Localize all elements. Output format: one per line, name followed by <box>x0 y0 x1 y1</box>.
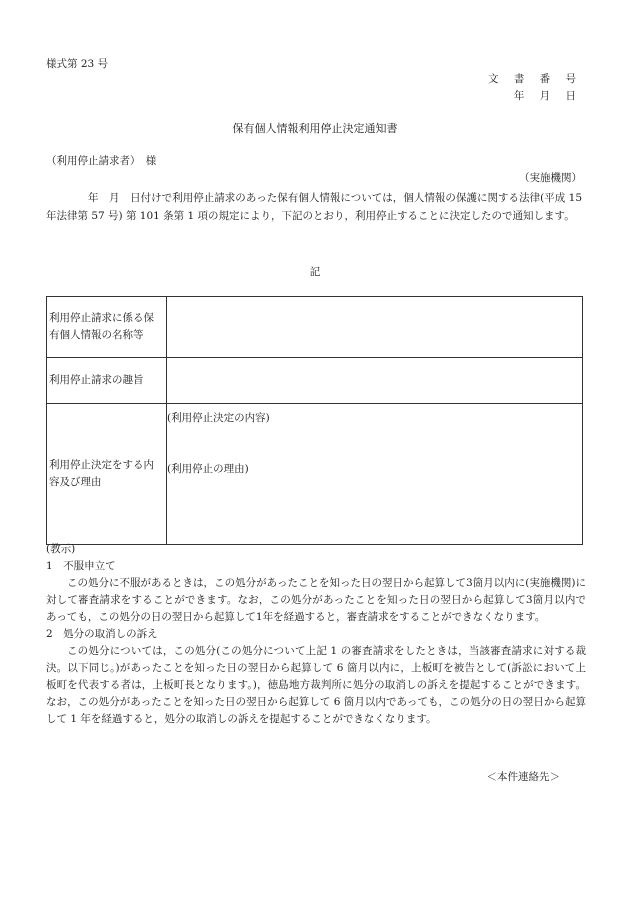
notice-item2-text: この処分については，この処分(この処分について上記 1 の審査請求をしたときは，当該審査請求に対する裁決。以下同じ。)があったことを知った日の翌日から起算して 6 箇月以内に，上板町を被告として(訴訟において上板町を代表する者は，上板町長となります。)，徳島地方裁判所に処分の取消しの訴えを提起することができます。なお，この処分があったことを知った日の翌日から起算して 6 箇月以内であっても，この処分の日の翌日から起算して 1 年を経過すると，処分の取消しの訴えを提起することができなくなります。 <box>46 645 586 725</box>
row-label-purpose: 利用停止請求の趣旨 <box>47 358 167 404</box>
decision-reason-label: (利用停止の理由) <box>167 463 249 475</box>
document-title: 保有個人情報利用停止決定通知書 <box>232 122 398 135</box>
contact-label: ＜本件連絡先＞ <box>486 771 560 783</box>
notification-body: 年 月 日付けで利用停止請求のあった保有個人情報については，個人情報の保護に関する法律(平成 15 年法律第 57 号) 第 101 条第 1 項の規定により，下記のとおり，利用停止することに決定したので通知します。 <box>46 192 582 222</box>
addressee: （利用停止請求者） 様 <box>46 155 157 167</box>
decision-content-label: (利用停止決定の内容) <box>167 412 270 424</box>
notice-heading: (教示) <box>46 543 76 555</box>
form-number: 様式第 23 号 <box>46 58 109 70</box>
implementing-agency: （実施機関） <box>519 172 582 184</box>
row-label-decision: 利用停止決定をする内容及び理由 <box>47 404 167 545</box>
notice-item1-title: 1 不服申立て <box>46 560 116 572</box>
table-row <box>47 358 583 404</box>
row-value-decision <box>167 404 583 545</box>
notice-item2-title: 2 処分の取消しの訴え <box>46 628 158 640</box>
document-date: 年 月 日 <box>513 90 582 102</box>
table-row <box>47 404 583 545</box>
row-value-info-name <box>167 297 583 358</box>
table-row <box>47 297 583 358</box>
decision-table <box>46 296 583 545</box>
ki-label: 記 <box>309 266 321 278</box>
row-value-purpose <box>167 358 583 404</box>
notice-item1-text: この処分に不服があるときは，この処分があったことを知った日の翌日から起算して3箇月以内に(実施機関)に対して審査請求をすることができます。なお，この処分があったことを知った日の翌日から起算して3箇月以内であっても，この処分の日の翌日から起算して1年を経過すると，審査請求をすることができなくなります。 <box>46 577 586 623</box>
appeal-notice <box>46 541 586 728</box>
row-label-info-name: 利用停止請求に係る保有個人情報の名称等 <box>47 297 167 358</box>
document-number: 文 書 番 号 <box>487 73 582 85</box>
